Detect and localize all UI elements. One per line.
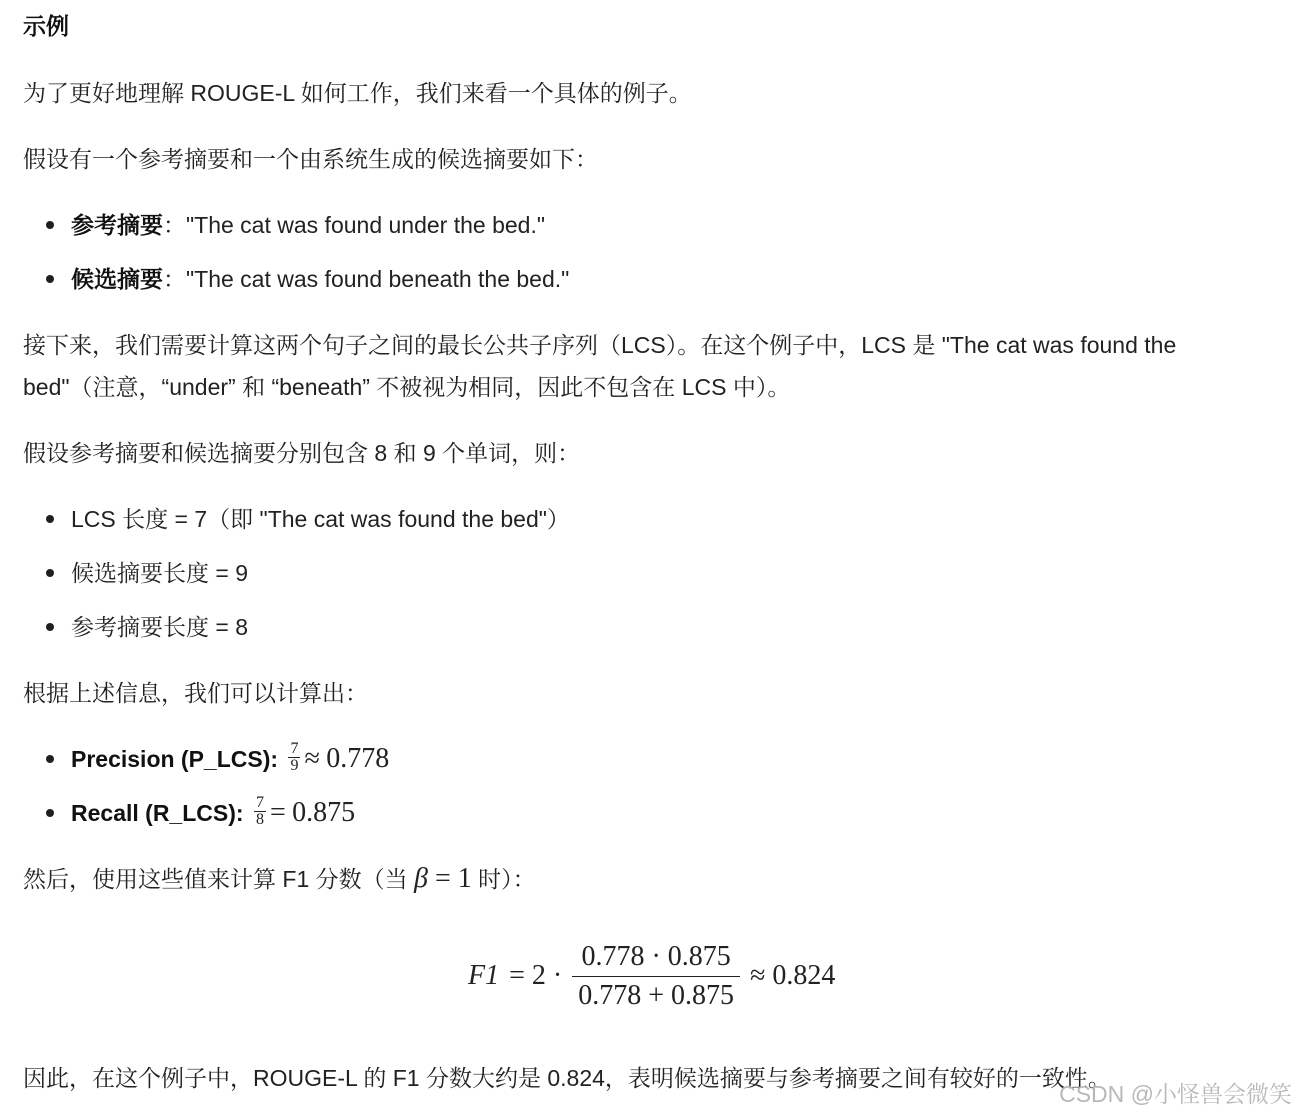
precision-value: 0.778 xyxy=(326,743,390,774)
precision-label: Precision (P_LCS): xyxy=(71,746,279,772)
lcs-paragraph-line-1: 接下来，我们需要计算这两个句子之间的最长公共子序列（LCS）。在这个例子中，LCS 是 "The cat was found the xyxy=(23,332,1177,358)
beta-value: = 1 xyxy=(427,863,472,894)
bullet-dot xyxy=(46,623,54,631)
recall-value: 0.875 xyxy=(292,797,356,828)
recall-fraction: $\frac{7}{8}$ xyxy=(255,794,264,829)
setup-paragraph: 假设有一个参考摘要和一个由系统生成的候选摘要如下： xyxy=(23,146,598,172)
formula-eq: = 2 · xyxy=(509,960,563,991)
reference-summary-text: "The cat was found under the bed." xyxy=(186,212,546,238)
formula-numerator: 0.778 · 0.875 xyxy=(572,940,740,977)
f1-formula xyxy=(468,936,835,1016)
bullet-dot xyxy=(46,569,54,577)
bullet-dot xyxy=(46,515,54,523)
precision-fraction: $\frac{7}{9}$ xyxy=(290,740,299,775)
candidate-summary-text: "The cat was found beneath the bed." xyxy=(186,266,570,292)
section-heading: 示例 xyxy=(23,13,69,39)
bullet-dot xyxy=(46,221,54,229)
list-item-reference-length: 参考摘要长度 = 8 xyxy=(71,614,249,640)
formula-fraction xyxy=(572,940,740,1013)
precision-op: ≈ xyxy=(304,743,320,774)
formula-lhs: F1 xyxy=(468,960,500,991)
f1-intro-paragraph: 然后，使用这些值来计算 F1 分数（当 β = 1 时）： xyxy=(23,863,536,894)
formula-rhs: ≈ 0.824 xyxy=(750,960,836,991)
bullet-dot xyxy=(46,275,54,283)
intro-paragraph: 为了更好地理解 ROUGE-L 如何工作，我们来看一个具体的例子。 xyxy=(23,80,692,106)
lcs-paragraph-line-2: bed"（注意，“under” 和 “beneath” 不被视为相同，因此不包含在 LCS 中）。 xyxy=(23,374,791,400)
watermark: CSDN @小怪兽会微笑 xyxy=(1059,1081,1292,1107)
list-item-candidate-length: 候选摘要长度 = 9 xyxy=(71,560,249,586)
assumption-paragraph: 假设参考摘要和候选摘要分别包含 8 和 9 个单词，则： xyxy=(23,440,581,466)
conclusion-paragraph: 因此，在这个例子中，ROUGE-L 的 F1 分数大约是 0.824，表明候选摘要与参考摘要之间有较好的一致性。 xyxy=(23,1065,1111,1091)
list-item-reference-summary xyxy=(71,209,545,241)
separator: ： xyxy=(163,212,186,238)
list-item-lcs-length: LCS 长度 = 7（即 "The cat was found the bed"） xyxy=(71,506,570,532)
list-item-precision xyxy=(71,739,389,779)
recall-op: = xyxy=(269,797,286,828)
reference-summary-label: 参考摘要 xyxy=(71,212,163,238)
recall-label: Recall (R_LCS): xyxy=(71,800,244,826)
formula-denominator: 0.778 + 0.875 xyxy=(578,979,735,1011)
compute-paragraph: 根据上述信息，我们可以计算出： xyxy=(23,680,368,706)
bullet-dot xyxy=(46,809,54,817)
separator: ： xyxy=(163,266,186,292)
candidate-summary-label: 候选摘要 xyxy=(71,266,163,292)
list-item-recall xyxy=(71,793,355,833)
beta-symbol: β xyxy=(414,863,428,894)
lcs-paragraph xyxy=(23,324,1238,408)
bullet-dot xyxy=(46,755,54,763)
list-item-candidate-summary xyxy=(71,263,569,295)
